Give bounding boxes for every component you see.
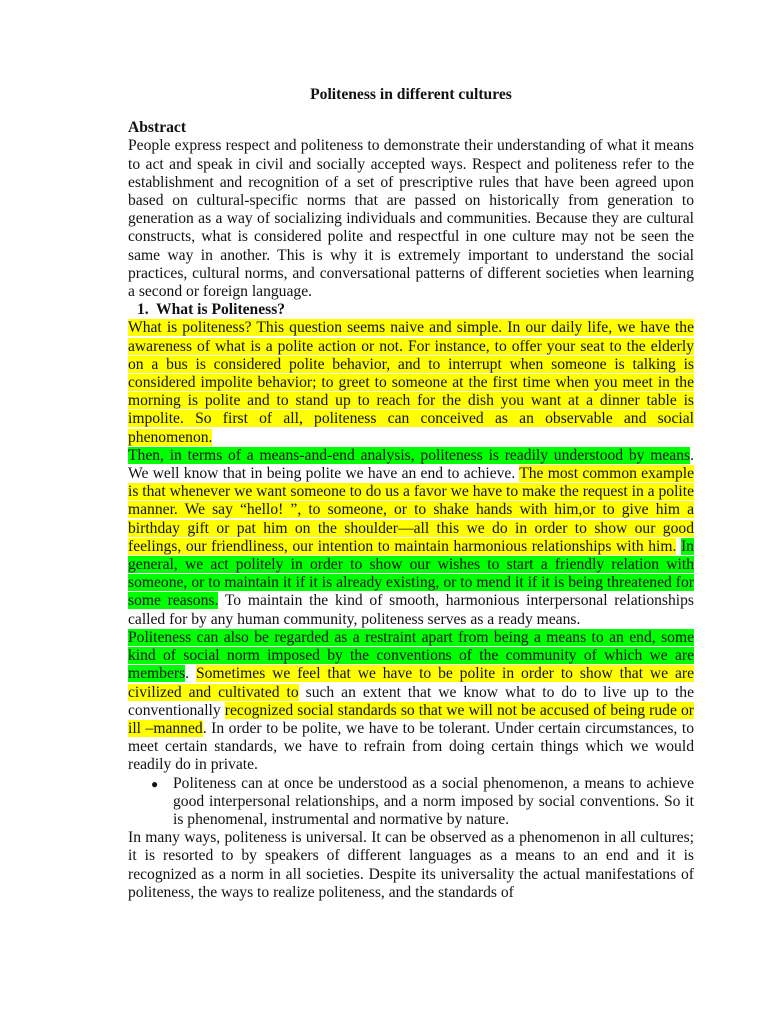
paragraph-1 <box>128 319 694 446</box>
paragraph-3 <box>128 629 694 775</box>
highlight-green-2: In general, we act politely in order to show our wishes to start a friendly relation with someone, or to maintain it if it is already existing, or to mend it if it is being threatened for some reasons. <box>128 537 694 610</box>
plain-text-1: . We well know that in being polite we have an end to achieve. <box>128 446 694 483</box>
highlight-yellow-4: recognized social standards so that we will not be accused of being rude or ill –manned <box>128 701 694 737</box>
plain-text-5: such an extent that we know what to do to live up to the conventionally <box>128 683 694 719</box>
highlight-green-3: Politeness can also be regarded as a restraint apart from being a means to an end, some kind of social norm imposed by the conventions of the community of which we are members <box>128 628 694 683</box>
highlight-green-1: Then, in terms of a means-and-end analysis, politeness is readily understood by means <box>128 446 691 464</box>
list-item <box>128 775 694 830</box>
abstract-heading: Abstract <box>128 119 187 137</box>
section-heading <box>128 301 694 319</box>
plain-text-6: . In order to be polite, we have to be tolerant. Under certain circumstances, to meet certain standards, we have to refrain from doing certain things which we would readily do in private. <box>128 719 694 774</box>
bullet-list <box>128 775 694 830</box>
highlight-yellow-1: What is politeness? This question seems naive and simple. In our daily life, we have the awareness of what is a polite action or not. For instance, to offer your seat to the elderly on a bus is considered polite behavior, and to interrupt when someone is talking is considered impolite behavior; to greet to someone at the first time when you meet in the morning is polite and to stand up to reach for the dish you want at a dinner table is impolite. So first of all, politeness can conceived as an observable and social phenomenon. <box>128 319 694 446</box>
paragraph-4: In many ways, politeness is universal. It can be observed as a phenomenon in all cultures; it is resorted to by speakers of different languages as a means to an end and it is recognized as a norm in all societies. Despite its universality the actual manifestations of politeness, the ways to realize politeness, and the standards of <box>128 829 694 901</box>
document-body <box>128 86 694 902</box>
document-title: Politeness in different cultures <box>310 86 512 103</box>
bullet-icon: ● <box>151 776 159 791</box>
highlight-yellow-2: The most common example is that whenever we want someone to do us a favor we have to make the request in a polite manner. We say “hello! ”, to someone, or to shake hands with him,or to give him a birthday gift or pat him on the shoulder—all this we do in order to show our good feelings, our friendliness, our intention to maintain harmonious relationships with him. <box>128 465 694 555</box>
highlight-yellow-3: Sometimes we feel that we have to be polite in order to show that we are civilized and cultivated to <box>128 665 694 701</box>
bullet-text: Politeness can at once be understood as a social phenomenon, a means to achieve good interpersonal relationships, and a norm imposed by social conventions. So it is phenomenal, instrumental and normative by nature. <box>173 774 694 828</box>
section-title: What is Politeness? <box>156 301 286 319</box>
abstract-paragraph: People express respect and politeness to demonstrate their understanding of what it means to act and speak in civil and socially accepted ways. Respect and politeness refer to the establishment and recognition of a set of prescriptive rules that have been agreed upon based on cultural-specific norms that are passed on historically from generation to generation as a way of socializing individuals and communities. Because they are cultural constructs, what is considered polite and respectful in one culture may not be seen the same way in another. This is why it is extremely important to understand the social practices, cultural norms, and conversational patterns of different societies when learning a second or foreign language. <box>128 137 694 301</box>
plain-text-4: . <box>185 665 196 683</box>
section-number: 1. <box>137 301 149 319</box>
plain-text-3: To maintain the kind of smooth, harmonious interpersonal relationships called for by any human community, politeness serves as a ready means. <box>128 592 694 628</box>
paragraph-2 <box>128 447 694 629</box>
